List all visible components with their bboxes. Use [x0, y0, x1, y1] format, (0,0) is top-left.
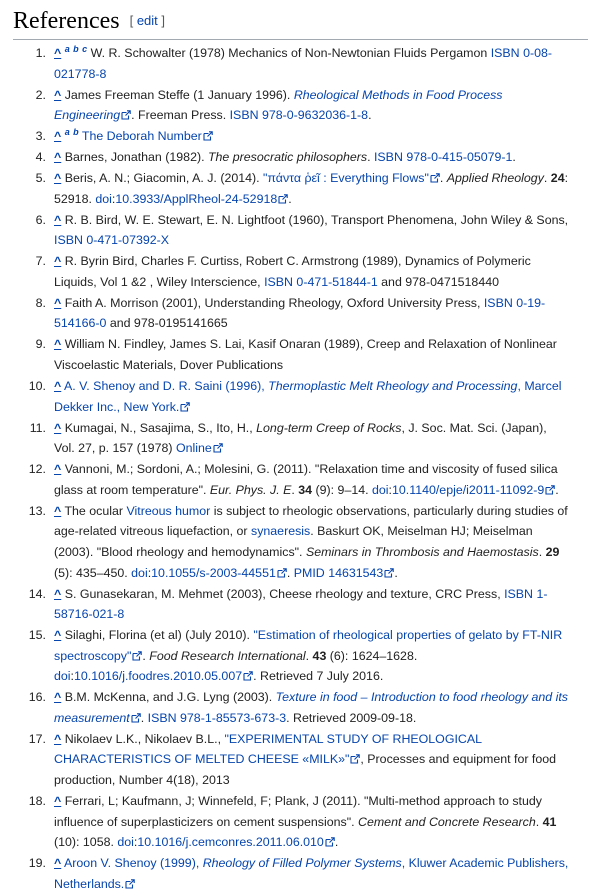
reference-number: 18.	[28, 794, 46, 809]
reference-item	[0, 293, 591, 334]
backlink-letter[interactable]: a	[64, 127, 70, 138]
publication-title: The presocratic philosophers	[207, 150, 368, 165]
internal-link[interactable]: Aroon V. Shenoy (1999),	[64, 856, 203, 871]
backlink-caret[interactable]: ^	[54, 129, 62, 144]
internal-link[interactable]: ISBN 0-19-514166-0	[54, 295, 546, 331]
citation-text: William N. Findley, James S. Lai, Kasif Onaran (1989), Creep and Relaxation of Nonlinear Viscoelastic Materials, Dover Publications	[54, 337, 557, 373]
citation-text: .	[368, 108, 372, 123]
external-link[interactable]: "Estimation of rheological properties of gelato by FT-NIR spectroscopy"	[54, 628, 563, 663]
external-link-icon	[180, 402, 190, 412]
external-link[interactable]: 10.1055/s-2003-44551	[151, 566, 287, 580]
reference-item	[0, 334, 591, 375]
citation-text: .	[140, 710, 148, 725]
external-link-icon	[545, 485, 555, 495]
edit-bracket-close: ]	[157, 13, 166, 28]
citation-text: .	[367, 150, 374, 165]
external-link-icon	[325, 837, 335, 847]
external-link[interactable]: Rheological Methods in Food Process Engineering	[54, 87, 503, 123]
reference-item	[0, 687, 591, 728]
reference-item	[0, 791, 591, 853]
internal-link[interactable]: doi	[95, 191, 112, 206]
internal-link[interactable]: ISBN 978-0-415-05079-1	[373, 150, 513, 165]
reference-item	[0, 376, 591, 417]
internal-link[interactable]: synaeresis	[251, 524, 311, 539]
citation-text: Ferrari, L; Kaufmann, J; Winnefeld, F; Plank, J (2011). "Multi-method approach to study influence of superplasticizers on cement suspensions".	[54, 794, 542, 829]
citation-text: (6): 1624–1628.	[326, 648, 418, 663]
backlink-caret[interactable]: ^	[54, 462, 62, 477]
edit-bracket-open: [	[129, 13, 137, 28]
reference-number: 12.	[28, 462, 46, 477]
publication-title: Food Research International	[149, 648, 306, 663]
citation-text: .	[538, 544, 546, 559]
citation-text: :	[388, 482, 392, 497]
citation-text: .	[512, 150, 516, 165]
citation-text: .	[286, 565, 294, 580]
external-link[interactable]: , Kluwer Academic Publishers, Netherlands.	[54, 856, 569, 891]
citation-text: , Processes and equipment for food production, Number 4(18), 2013	[54, 752, 557, 788]
volume-number: 24	[550, 171, 565, 186]
citation-text: R. B. Bird, W. E. Stewart, E. N. Lightfoot (1960), Transport Phenomena, John Wiley & Sons,	[61, 212, 569, 227]
reference-number: 19.	[28, 856, 46, 871]
citation-text: .	[439, 171, 447, 186]
citation-text: James Freeman Steffe (1 January 1996).	[61, 87, 294, 102]
backlink-caret[interactable]: ^	[54, 794, 62, 809]
reference-item	[0, 584, 591, 625]
publication-title: Eur. Phys. J. E	[209, 482, 292, 497]
external-link-icon	[203, 131, 213, 141]
backlink-caret[interactable]: ^	[54, 503, 62, 518]
external-link[interactable]: The Deborah Number	[82, 129, 213, 143]
citation-text: B.M. McKenna, and J.G. Lyng (2003).	[61, 690, 276, 705]
volume-number: 41	[542, 814, 557, 829]
backlink-letter[interactable]: a	[64, 43, 70, 54]
publication-title: Seminars in Thrombosis and Haemostasis	[305, 544, 539, 559]
citation-text: .	[142, 648, 150, 663]
external-link[interactable]: 14631543	[328, 566, 394, 580]
external-link[interactable]: Online	[176, 441, 223, 455]
external-link-icon	[278, 194, 288, 204]
citation-text: (5): 435–450.	[54, 565, 132, 580]
external-link[interactable]: , Marcel Dekker Inc., New York.	[54, 379, 562, 414]
reference-item	[0, 126, 591, 147]
reference-number: 16.	[28, 690, 46, 705]
reference-item	[0, 85, 591, 126]
publication-title: Cement and Concrete Research	[358, 814, 536, 829]
reference-number: 15.	[28, 628, 46, 643]
internal-link[interactable]: Thermoplastic Melt Rheology and Processing	[268, 379, 518, 394]
external-link-icon	[243, 671, 253, 681]
internal-link[interactable]: doi	[131, 565, 148, 580]
backlink-caret[interactable]: ^	[54, 379, 62, 394]
internal-link[interactable]: ISBN 978-1-85573-673-3	[147, 710, 287, 725]
backlink-caret[interactable]: ^	[54, 150, 62, 165]
citation-text: Silaghi, Florina (et al) (July 2010).	[61, 628, 254, 643]
external-link[interactable]: Texture in food – Introduction to food rheology and its measurement	[54, 690, 568, 725]
citation-text: . Freeman Press.	[131, 108, 230, 123]
internal-link[interactable]: Rheology of Filled Polymer Systems	[202, 856, 402, 871]
backlink-caret[interactable]: ^	[54, 337, 62, 352]
reference-number: 6.	[35, 212, 46, 227]
citation-text: Kumagai, N., Sasajima, S., Ito, H.,	[61, 420, 257, 435]
reference-number: 17.	[28, 731, 46, 746]
reference-number: 11.	[29, 420, 46, 435]
backlink-letter[interactable]: c	[82, 43, 88, 54]
reference-number: 2.	[35, 87, 46, 102]
citation-text: , J. Soc. Mat. Sci. (Japan), Vol. 27, p. 157 (1978)	[54, 420, 547, 456]
external-link-icon	[131, 713, 141, 723]
reference-number: 14.	[28, 586, 46, 601]
backlink-caret[interactable]: ^	[54, 856, 62, 871]
backlink-caret[interactable]: ^	[54, 586, 62, 601]
citation-text: Barnes, Jonathan (1982).	[61, 150, 208, 165]
citation-text: Faith A. Morrison (2001), Understanding Rheology, Oxford University Press,	[61, 295, 484, 310]
backlink-caret[interactable]: ^	[54, 420, 62, 435]
external-link-icon	[384, 568, 394, 578]
external-link[interactable]: 10.3933/ApplRheol-24-52918	[115, 192, 288, 206]
external-link[interactable]: 10.1140/epje/i2011-11092-9	[392, 483, 555, 497]
internal-link[interactable]: PMID	[293, 565, 325, 580]
citation-text: .	[288, 191, 292, 206]
reference-number: 4.	[35, 150, 46, 165]
citation-text: W. R. Schowalter (1978) Mechanics of Non-Newtonian Fluids Pergamon	[87, 46, 491, 60]
backlink-caret[interactable]: ^	[54, 628, 62, 643]
reference-item	[0, 729, 591, 791]
reference-item	[0, 168, 591, 209]
internal-link[interactable]: Vitreous humor	[126, 503, 211, 518]
external-link[interactable]: "πάντα ῥεῖ : Everything Flows"	[263, 171, 440, 185]
citation-text: S. Gunasekaran, M. Mehmet (2003), Cheese rheology and texture, CRC Press,	[61, 586, 505, 601]
publication-title: Long-term Creep of Rocks	[256, 420, 402, 435]
reference-number: 9.	[35, 337, 46, 352]
reference-item	[0, 501, 591, 583]
volume-number: 43	[312, 648, 327, 663]
external-link-icon	[213, 443, 223, 453]
reference-number: 10.	[28, 379, 46, 394]
internal-link[interactable]: ISBN 978-0-9632036-1-8	[229, 108, 369, 123]
citation-text: : 52918.	[54, 171, 569, 206]
internal-link[interactable]: doi	[54, 669, 71, 684]
backlink-caret[interactable]: ^	[54, 171, 62, 186]
external-link[interactable]: 10.1016/j.cemconres.2011.06.010	[137, 835, 334, 849]
citation-text: Nikolaev L.K., Nikolaev B.L.,	[61, 731, 225, 746]
reference-item	[0, 251, 591, 292]
reference-number: 1.	[35, 46, 46, 60]
citation-text: Beris, A. N.; Giacomin, A. J. (2014).	[61, 171, 264, 186]
internal-link[interactable]: ISBN 0-471-07392-X	[54, 233, 170, 248]
citation-text: .	[334, 835, 339, 850]
external-link-icon	[430, 173, 440, 183]
backlink-caret[interactable]: ^	[54, 46, 62, 60]
external-link-icon	[277, 568, 287, 578]
backlink-caret[interactable]: ^	[54, 87, 62, 102]
reference-number: 7.	[35, 254, 46, 269]
internal-link[interactable]: doi	[117, 835, 134, 850]
internal-link[interactable]: ISBN 0-08-021778-8	[54, 46, 552, 81]
external-link[interactable]: 10.1016/j.foodres.2010.05.007	[74, 669, 253, 683]
internal-link[interactable]: A. V. Shenoy and D. R. Saini (1996),	[64, 379, 269, 394]
volume-number: 34	[298, 482, 313, 497]
reference-number: 8.	[35, 295, 46, 310]
reference-number: 13.	[28, 503, 46, 518]
citation-text: .	[291, 482, 299, 497]
citation-text: :	[70, 669, 74, 684]
citation-text: .	[543, 171, 551, 186]
citation-text: :	[147, 565, 152, 580]
citation-text: .	[555, 482, 559, 497]
volume-number: 29	[545, 544, 560, 559]
citation-text: . Retrieved 7 July 2016.	[253, 669, 384, 684]
external-link[interactable]: "EXPERIMENTAL STUDY OF RHEOLOGICAL CHARACTERISTICS OF MELTED CHEESE «MILK»"	[54, 731, 482, 767]
citation-text: . Baskurt OK, Meiselman HJ; Meiselman (2003). "Blood rheology and hemodynamics".	[54, 524, 533, 559]
backlink-caret[interactable]: ^	[54, 690, 62, 705]
backlink-caret[interactable]: ^	[54, 254, 62, 269]
reference-item	[0, 43, 591, 84]
publication-title: Applied Rheology	[446, 171, 544, 186]
citation-text: The ocular	[61, 503, 127, 518]
reference-number: 5.	[35, 171, 46, 186]
backlink-caret[interactable]: ^	[54, 212, 62, 227]
citation-text: is subject to rheologic observations, particularly during studies of age-related vitreous liquefaction, or	[54, 503, 568, 539]
internal-link[interactable]: doi	[372, 482, 389, 497]
citation-text: .	[535, 814, 543, 829]
external-link-icon	[350, 754, 360, 764]
reference-item	[0, 210, 591, 251]
citation-text: :	[133, 835, 138, 850]
backlink-letter[interactable]: b	[73, 127, 79, 138]
citation-text: .	[394, 565, 398, 580]
reference-item	[0, 459, 591, 500]
citation-text: and 978-0195141665	[106, 316, 228, 331]
section-title: References	[13, 8, 120, 34]
references-list	[0, 43, 591, 895]
citation-text: :	[111, 191, 116, 206]
citation-text: R. Byrin Bird, Charles F. Curtiss, Robert C. Armstrong (1989), Dynamics of Polymeric Liquids, Vol 1 &2 , Wiley Interscience,	[54, 254, 531, 289]
external-link-icon	[125, 879, 135, 889]
internal-link[interactable]: ISBN 1-58716-021-8	[54, 586, 548, 622]
backlink-caret[interactable]: ^	[54, 295, 62, 310]
reference-item	[0, 147, 591, 168]
backlink-caret[interactable]: ^	[54, 731, 62, 746]
edit-section	[130, 13, 165, 28]
reference-number: 3.	[35, 129, 46, 144]
citation-text: (10): 1058.	[54, 835, 118, 850]
internal-link[interactable]: ISBN 0-471-51844-1	[264, 274, 378, 289]
reference-item	[0, 853, 591, 894]
citation-text: and 978-0471518440	[377, 274, 499, 289]
citation-text: Vannoni, M.; Sordoni, A.; Molesini, G. (2011). "Relaxation time and viscosity of fused silica glass at room temperature".	[54, 462, 558, 497]
reference-item	[0, 418, 591, 459]
citation-text: .	[305, 648, 313, 663]
external-link-icon	[132, 651, 142, 661]
citation-text: . Retrieved 2009-09-18.	[286, 710, 417, 725]
external-link-icon	[121, 110, 131, 120]
edit-link[interactable]: edit	[136, 13, 158, 28]
reference-item	[0, 625, 591, 687]
citation-text: (9): 9–14.	[312, 482, 372, 497]
section-heading	[13, 6, 588, 40]
backlink-letter[interactable]: b	[73, 43, 79, 54]
